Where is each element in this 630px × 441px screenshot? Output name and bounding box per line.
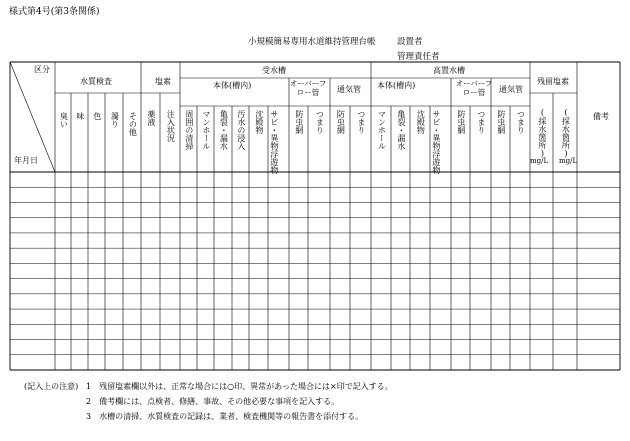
water-quality-column: その他 [128,112,138,136]
overflow-label: オーバーフロー管 [455,79,493,97]
header-et-overflow [455,80,493,97]
notes-label: (記入上の注意) [24,382,79,391]
manager-label: 管理責任者 [397,52,440,62]
header-chlorine: 塩素 [155,77,171,86]
unit-label: mg/L [559,157,578,165]
header-rt-body: 本体(槽内) [213,81,252,90]
header-rt-vent: 通気管 [337,85,361,94]
overflow-label: オーバーフロー管 [289,79,327,97]
elevated-body-column [432,110,440,174]
form-number: 様式第4号(第3条関係) [9,7,100,17]
note-item: 1 残留塩素欄以外は、正常な場合には○印、異常があった場合には×印で記入する。 [86,382,393,391]
receiving-body-column: 亀裂・漏水 [219,110,229,150]
owner-label: 設置者 [397,37,423,47]
receiving-vent-column: 防虫網 [336,110,346,134]
receiving-vent-column: つまり [356,110,366,134]
elevated-body-column: マンホール [377,110,387,150]
elevated-body-column: 沈殿物 [416,110,426,134]
receiving-body-column: 周囲の清掃 [184,110,194,150]
header-water-quality: 水質検査 [80,77,112,86]
residual-sampling-column: (採水箇所) [561,108,571,158]
elevated-overflow-column: つまり [476,110,486,134]
residual-sampling-column: (採水箇所) [537,108,547,158]
water-quality-column: 臭い [59,112,69,128]
water-quality-column: 味 [75,112,85,120]
header-remarks: 備考 [593,112,609,121]
page-title: 小規模簡易専用水道維持管理台帳 [248,37,376,47]
receiving-overflow-column: 防虫網 [294,110,304,134]
receiving-body-column: 沈殿物 [254,110,264,134]
header-receiving-tank: 受水槽 [262,66,286,75]
header-kubun: 区分 [34,65,50,74]
column-label-part: 浮遊物 [431,150,441,174]
receiving-overflow-column: つまり [315,110,325,134]
header-et-body: 本体(槽内) [377,81,416,90]
chlorine-column: 注入状況 [166,110,176,142]
chlorine-column: 薬液 [146,110,156,126]
header-date: 年月日 [14,156,38,165]
note-item: 3 水槽の清掃、水質検査の記録は、業者、検査機関等の報告書を添付する。 [86,412,364,421]
header-et-vent: 通気管 [499,85,523,94]
receiving-body-column: マンホール [201,110,211,150]
elevated-vent-column: 防虫網 [496,110,506,134]
elevated-vent-column: つまり [516,110,526,134]
header-elevated-tank: 高置水槽 [433,66,465,75]
elevated-body-column: 亀裂・漏水 [396,110,406,150]
header-residual-chlorine: 残留塩素 [537,77,569,86]
receiving-body-column: 汚水の浸入 [236,110,246,150]
unit-label: mg/L [530,157,549,165]
header-rt-overflow [289,80,327,97]
note-item: 2 備考欄には、点検者、修繕、事故、その他必要な事項を記入する。 [86,397,340,406]
column-label-part: 浮遊物 [269,150,279,174]
water-quality-column: 色 [92,112,102,120]
receiving-body-column [270,110,278,174]
column-label-part: サビ・異物 [269,110,279,150]
elevated-overflow-column: 防虫網 [456,110,466,134]
water-quality-column: 濁り [110,112,120,128]
column-label-part: サビ・異物 [431,110,441,150]
